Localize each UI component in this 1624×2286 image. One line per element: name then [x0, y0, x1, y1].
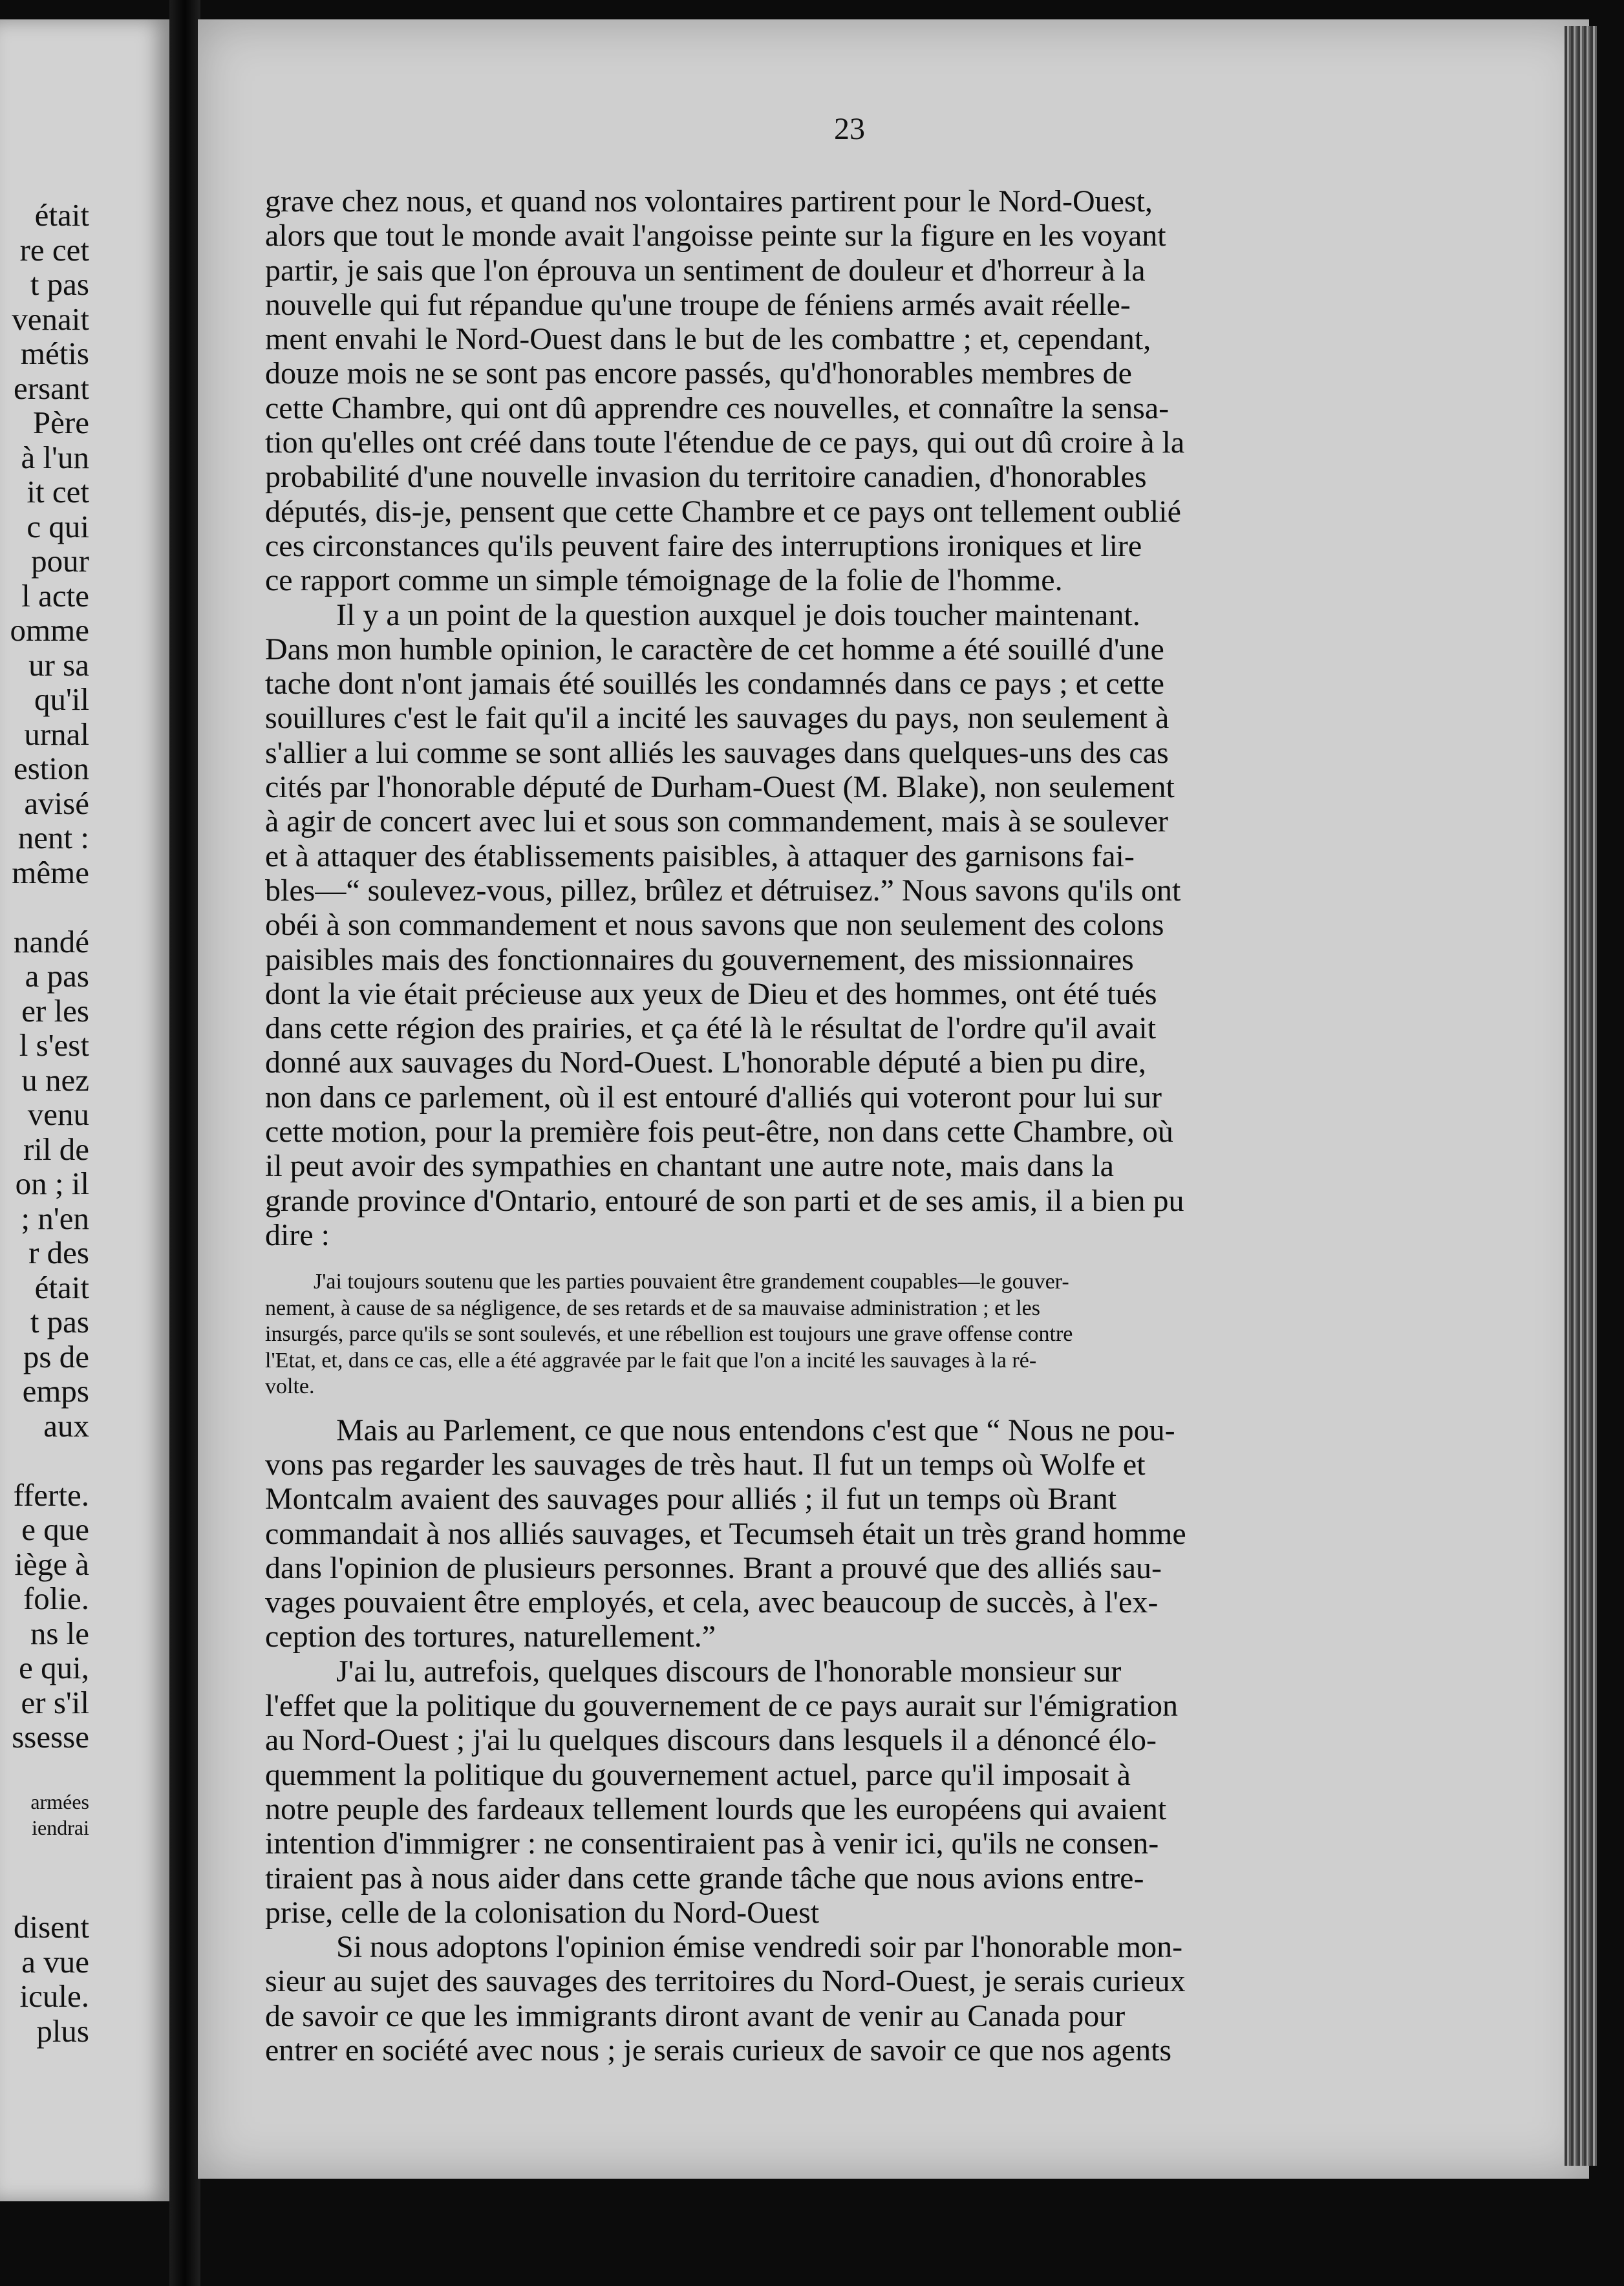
left-page-line: plus	[36, 2013, 89, 2049]
left-page-line: it cet	[27, 474, 89, 509]
text-line: cette motion, pour la première fois peut-être, non dans cette Chambre, où	[265, 1115, 1173, 1149]
left-page-line: omme	[10, 612, 89, 648]
text-line: grande province d'Ontario, entouré de son parti et de ses amis, il a bien pu	[265, 1183, 1184, 1218]
text-line: notre peuple des fardeaux tellement lourds que les européens qui avaient	[265, 1791, 1167, 1826]
text-line: grave chez nous, et quand nos volontaires partirent pour le Nord-Ouest,	[265, 184, 1153, 219]
paragraph-2	[265, 598, 1437, 1253]
text-line: donné aux sauvages du Nord-Ouest. L'honorable député a bien pu dire,	[265, 1045, 1146, 1080]
text-line: de savoir ce que les immigrants diront avant de venir au Canada pour	[265, 1998, 1126, 2033]
text-line: à agir de concert avec lui et sous son commandement, mais à se soulever	[265, 804, 1168, 839]
text-line: ces circonstances qu'ils peuvent faire des interruptions ironiques et lire	[265, 528, 1142, 563]
text-line: paisibles mais des fonctionnaires du gouvernement, des missionnaires	[265, 942, 1134, 977]
left-page-line: c qui	[27, 508, 89, 544]
left-page-spacer	[10, 1841, 89, 1875]
text-line: sieur au sujet des sauvages des territoires du Nord-Ouest, je serais curieux	[265, 1964, 1186, 1999]
page-number: 23	[834, 112, 865, 146]
text-line: bles—“ soulevez-vous, pillez, brûlez et détruisez.” Nous savons qu'ils ont	[265, 873, 1181, 908]
left-page-line: métis	[20, 336, 89, 371]
left-page-line: ril de	[23, 1131, 89, 1167]
left-page-spacer	[10, 1755, 89, 1789]
text-line: au Nord-Ouest ; j'ai lu quelques discours dans lesquels il a dénoncé élo-	[265, 1723, 1157, 1758]
text-line: Si nous adoptons l'opinion émise vendredi soir par l'honorable mon-	[336, 1930, 1183, 1965]
text-line: tache dont n'ont jamais été souillés les condamnés dans ce pays ; et cette	[265, 667, 1164, 701]
text-line: l'effet que la politique du gouvernement de ce pays aurait sur l'émigration	[265, 1689, 1178, 1724]
text-line: nement, à cause de sa négligence, de ses retards et de sa mauvaise administration ; et les	[265, 1296, 1040, 1320]
left-page-line: était	[34, 197, 89, 233]
left-page-line: ps de	[23, 1338, 89, 1374]
page-body	[265, 184, 1437, 2067]
left-page-line: t pas	[30, 266, 89, 302]
text-line: Il y a un point de la question auxquel je dois toucher maintenant.	[336, 597, 1140, 632]
text-line: J'ai lu, autrefois, quelques discours de l'honorable monsieur sur	[336, 1654, 1122, 1689]
text-line: Mais au Parlement, ce que nous entendons c'est que “ Nous ne pou-	[336, 1413, 1175, 1447]
paragraph-5	[265, 1930, 1437, 2067]
left-page-line: ssesse	[12, 1719, 89, 1755]
left-page-line: e que	[21, 1512, 89, 1547]
left-page-line: e qui,	[19, 1650, 89, 1685]
left-page-line: venu	[27, 1096, 89, 1132]
left-page-spacer	[10, 1875, 89, 1910]
left-page-line: nent :	[17, 820, 89, 855]
paragraph-4	[265, 1654, 1437, 1930]
text-line: dans l'opinion de plusieurs personnes. Brant a prouvé que des alliés sau-	[265, 1550, 1162, 1585]
text-line: quemment la politique du gouvernement actuel, parce qu'il imposait à	[265, 1757, 1131, 1792]
left-page-line: u nez	[21, 1062, 89, 1098]
text-line: insurgés, parce qu'ils se sont soulevés, et une rébellion est toujours une grave offense contre	[265, 1322, 1073, 1347]
left-page-line: était	[34, 1269, 89, 1305]
text-line: ception des tortures, naturellement.”	[265, 1619, 716, 1654]
left-page-line: nandé	[14, 923, 89, 959]
left-page-line: t pas	[30, 1304, 89, 1340]
left-page-line: ns le	[30, 1615, 89, 1651]
text-line: nouvelle qui fut répandue qu'une troupe de féniens armés avait réelle-	[265, 287, 1131, 322]
left-page-line: armées	[30, 1790, 89, 1813]
text-line: cette Chambre, qui ont dû apprendre ces nouvelles, et connaître la sensa-	[265, 390, 1170, 425]
text-line: douze mois ne se sont pas encore passés, qu'd'honorables membres de	[265, 356, 1132, 391]
text-line: l'Etat, et, dans ce cas, elle a été aggravée par le fait que l'on a incité les sauvages à la ré-	[265, 1348, 1037, 1373]
text-line: J'ai toujours soutenu que les parties pouvaient être grandement coupables—le gouver-	[314, 1270, 1069, 1294]
left-page-line	[10, 1443, 89, 1478]
text-line: obéi à son commandement et nous savons que non seulement des colons	[265, 908, 1164, 943]
left-page-line: ur sa	[28, 646, 89, 683]
text-line: non dans ce parlement, où il est entouré d'alliés qui voteront pour lui sur	[265, 1080, 1162, 1115]
left-page-line: qu'il	[34, 681, 89, 717]
text-line: Dans mon humble opinion, le caractère de cet homme a été souillé d'une	[265, 632, 1164, 667]
left-page-line: a vue	[21, 1943, 89, 1980]
paragraph-3	[265, 1413, 1437, 1654]
left-page-line: r des	[28, 1235, 89, 1270]
text-line: vages pouvaient être employés, et cela, avec beaucoup de succès, à l'ex-	[265, 1585, 1159, 1620]
text-line: s'allier a lui comme se sont alliés les sauvages dans quelques-uns des cas	[265, 735, 1169, 770]
left-page-line: avisé	[24, 785, 89, 821]
left-page-line: à l'un	[21, 439, 89, 475]
left-page-line: même	[12, 854, 89, 890]
left-page-line: icule.	[19, 1978, 89, 2014]
text-line: dire :	[265, 1217, 330, 1252]
left-page-line: estion	[13, 751, 89, 786]
text-line: dans cette région des prairies, et ça été là le résultat de l'ordre qu'il avait	[265, 1011, 1157, 1046]
text-line: alors que tout le monde avait l'angoisse peinte sur la figure en les voyant	[265, 219, 1166, 253]
left-page-line: disent	[13, 1909, 89, 1945]
text-line: souillures c'est le fait qu'il a incité les sauvages du pays, non seulement à	[265, 701, 1170, 736]
text-line: Montcalm avaient des sauvages pour alliés ; il fut un temps où Brant	[265, 1482, 1117, 1517]
text-line: partir, je sais que l'on éprouva un sentiment de douleur et d'horreur à la	[265, 253, 1146, 288]
text-line: intention d'immigrer : ne consentiraient pas à venir ici, qu'ils ne consen-	[265, 1826, 1159, 1861]
left-page-line: l acte	[21, 577, 89, 614]
left-page-line: er s'il	[21, 1684, 89, 1720]
left-page-line: ersant	[14, 370, 89, 406]
text-line: entrer en société avec nous ; je serais curieux de savoir ce que nos agents	[265, 2033, 1172, 2068]
left-page-line: pour	[31, 543, 89, 579]
text-line: ment envahi le Nord-Ouest dans le but de les combattre ; et, cependant,	[265, 322, 1151, 357]
left-page-line: er les	[21, 992, 89, 1029]
left-page-line: iendrai	[32, 1816, 89, 1839]
left-page-line: emps	[22, 1373, 89, 1409]
left-page-line: re cet	[19, 231, 89, 268]
text-line: et à attaquer des établissements paisibles, à attaquer des garnisons fai-	[265, 839, 1135, 873]
text-line: tion qu'elles ont créé dans toute l'étendue de ce pays, qui out dû croire à la	[265, 425, 1185, 460]
left-page-line: urnal	[24, 716, 89, 752]
left-page-line: venait	[12, 301, 89, 337]
left-page-line: on ; il	[15, 1166, 89, 1201]
paragraph-1	[265, 184, 1437, 598]
text-line: vons pas regarder les sauvages de très haut. Il fut un temps où Wolfe et	[265, 1447, 1146, 1482]
text-line: volte.	[265, 1374, 315, 1399]
left-page-line: a pas	[25, 958, 89, 994]
book-gutter	[169, 0, 200, 2286]
page-stack-edge	[1565, 26, 1597, 2166]
text-line: probabilité d'une nouvelle invasion du territoire canadien, d'honorables	[265, 460, 1147, 495]
text-line: cités par l'honorable député de Durham-Ouest (M. Blake), non seulement	[265, 770, 1175, 805]
text-line: députés, dis-je, pensent que cette Chambre et ce pays ont tellement oublié	[265, 494, 1181, 529]
left-page-line: fferte.	[13, 1477, 89, 1513]
text-line: il peut avoir des sympathies en chantant une autre note, mais dans la	[265, 1149, 1114, 1184]
left-page-line: ; n'en	[21, 1200, 89, 1236]
left-page-line: aux	[43, 1407, 89, 1444]
text-line: ce rapport comme un simple témoignage de la folie de l'homme.	[265, 563, 1063, 598]
text-line: prise, celle de la colonisation du Nord-Ouest	[265, 1895, 820, 1930]
text-line: dont la vie était précieuse aux yeux de Dieu et des hommes, ont été tués	[265, 976, 1157, 1011]
previous-page-edge	[0, 19, 169, 2201]
text-line: tiraient pas à nous aider dans cette grande tâche que nous avions entre-	[265, 1861, 1144, 1896]
left-page-line	[10, 890, 89, 924]
left-page-line: Père	[32, 405, 89, 440]
left-page-line: l s'est	[19, 1027, 89, 1063]
text-line: commandait à nos alliés sauvages, et Tecumseh était un très grand homme	[265, 1516, 1186, 1551]
previous-page-text	[10, 198, 89, 2048]
left-page-line: folie.	[23, 1581, 89, 1616]
left-page-line: iège à	[14, 1546, 89, 1582]
block-quote	[265, 1269, 1437, 1400]
